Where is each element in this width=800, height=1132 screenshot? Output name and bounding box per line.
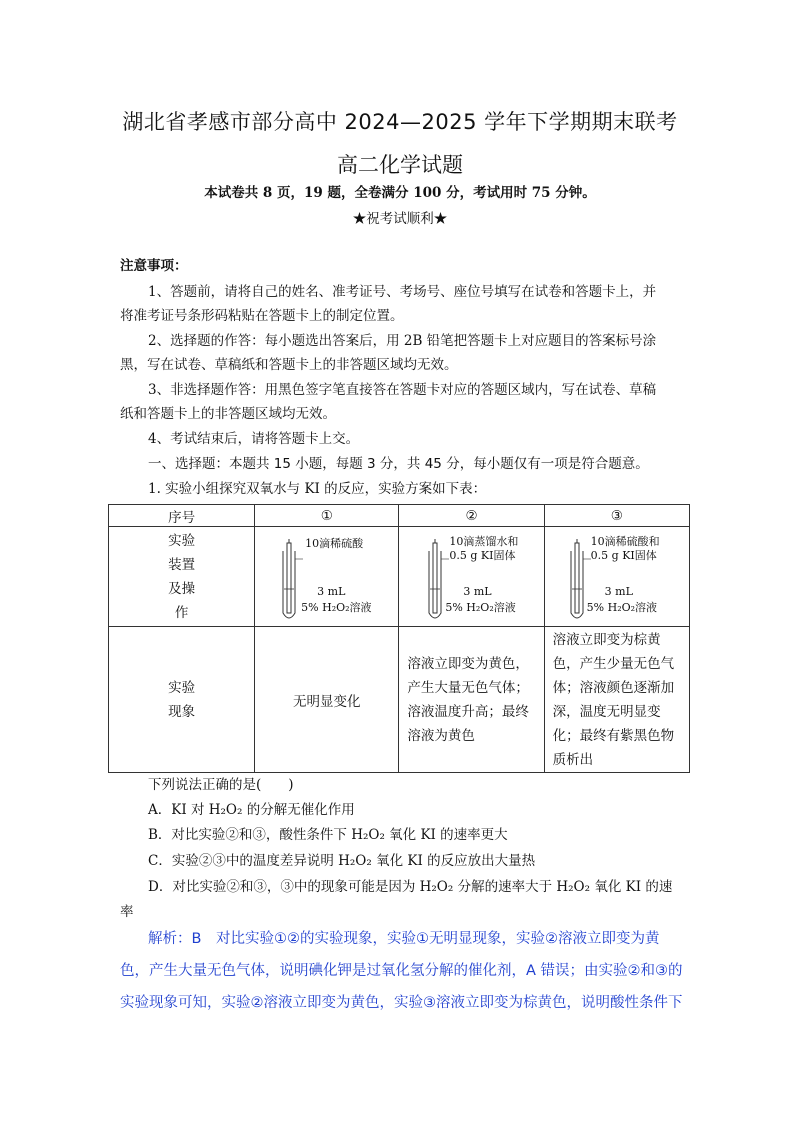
table-row-observation — [109, 627, 690, 773]
table-row-apparatus — [109, 527, 690, 627]
test-tube-diagram: 10滴稀硫酸和 0.5 g KI固体 3 mL 5% H₂O₂溶液 — [545, 529, 689, 625]
question-prompt: 下列说法正确的是( ) — [148, 777, 294, 793]
analysis-line: 解析：B 对比实验①②的实验现象，实验①无明显现象，实验②溶液立即变为黄 — [148, 931, 660, 947]
analysis-line: 实验现象可知，实验②溶液立即变为黄色，实验③溶液立即变为棕黄色，说明酸性条件下 — [120, 995, 683, 1011]
exam-title: 湖北省孝感市部分高中 2024—2025 学年下学期期末联考 — [122, 110, 678, 134]
note-line: 纸和答题卡上的非答题区域均无效。 — [120, 406, 336, 422]
question-stem: 1. 实验小组探究双氧水与 KI 的反应，实验方案如下表： — [148, 481, 487, 497]
table-header-cell: ① — [255, 505, 399, 527]
exam-subtitle: 高二化学试题 — [337, 153, 463, 177]
table-header-cell: ② — [399, 505, 544, 527]
observation-cell-3: 溶液立即变为棕黄 色，产生少量无色气 体；溶液颜色逐渐加 深，温度无明显变 化；最终有紫黑色物 质析出 — [544, 627, 689, 773]
note-line: 4、考试结束后，请将答题卡上交。 — [148, 431, 360, 447]
test-tube-diagram: 10滴蒸馏水和 0.5 g KI固体 3 mL 5% H₂O₂溶液 — [399, 529, 543, 625]
exam-info: 本试卷共 8 页，19 题，全卷满分 100 分，考试用时 75 分钟。 — [204, 185, 596, 201]
apparatus-cell-3 — [544, 527, 689, 627]
notes-heading: 注意事项： — [120, 258, 188, 274]
table-header-cell: 序号 — [109, 505, 255, 527]
observation-cell-1: 无明显变化 — [255, 627, 399, 773]
observation-cell-2: 溶液立即变为黄色， 产生大量无色气体； 溶液温度升高；最终 溶液为黄色 — [399, 627, 544, 773]
exam-wish: ★祝考试顺利★ — [352, 211, 448, 227]
apparatus-cell-1 — [255, 527, 399, 627]
section-heading: 一、选择题：本题共 15 小题，每题 3 分，共 45 分，每小题仅有一项是符合题意。 — [148, 456, 649, 472]
row-label-observation: 实验 现象 — [109, 627, 255, 773]
apparatus-cell-2 — [399, 527, 544, 627]
note-line: 1、答题前，请将自己的姓名、准考证号、考场号、座位号填写在试卷和答题卡上，并 — [148, 284, 657, 300]
option-b: B．对比实验②和③，酸性条件下 H₂O₂ 氧化 KI 的速率更大 — [148, 827, 508, 843]
note-line: 3、非选择题作答：用黑色签字笔直接答在答题卡对应的答题区域内，写在试卷、草稿 — [148, 382, 657, 398]
row-label-apparatus: 实验 装置 及操 作 — [109, 527, 255, 627]
option-c: C．实验②③中的温度差异说明 H₂O₂ 氧化 KI 的反应放出大量热 — [148, 853, 536, 869]
note-line: 黑，写在试卷、草稿纸和答题卡上的非答题区域均无效。 — [120, 357, 458, 373]
analysis-line: 色，产生大量无色气体，说明碘化钾是过氧化氢分解的催化剂，A 错误；由实验②和③的 — [120, 963, 683, 979]
table-header-cell: ③ — [544, 505, 689, 527]
test-tube-diagram: 10滴稀硫酸 3 mL 5% H₂O₂溶液 — [255, 529, 398, 625]
option-d-continued: 率 — [120, 904, 134, 920]
option-a: A．KI 对 H₂O₂ 的分解无催化作用 — [148, 802, 355, 818]
experiment-table — [108, 504, 690, 773]
option-d: D．对比实验②和③，③中的现象可能是因为 H₂O₂ 分解的速率大于 H₂O₂ 氧化 KI 的速 — [148, 879, 673, 895]
note-line: 将准考证号条形码粘贴在答题卡上的制定位置。 — [120, 308, 404, 324]
table-header-row — [109, 505, 690, 527]
note-line: 2、选择题的作答：每小题选出答案后，用 2B 铅笔把答题卡上对应题目的答案标号涂 — [148, 333, 657, 349]
